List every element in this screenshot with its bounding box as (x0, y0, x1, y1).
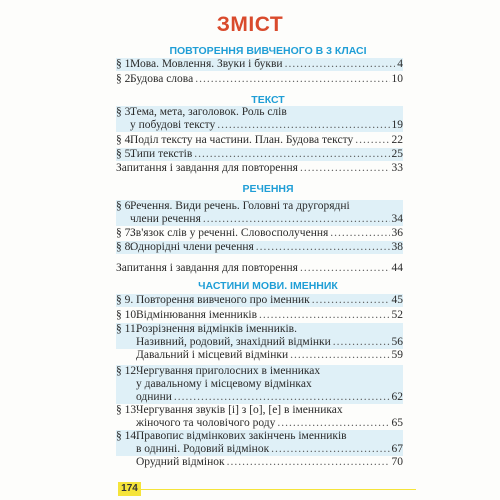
section-number: § 11. (116, 323, 139, 335)
section-heading: ЧАСТИНИ МОВИ. ІМЕННИК (198, 280, 338, 292)
toc-entry (116, 162, 403, 175)
page-ref: 38 (391, 241, 403, 253)
section-number: § 14. (116, 430, 139, 442)
section-number: § 4. (116, 134, 134, 146)
toc-entry (116, 148, 403, 161)
leader-dots (300, 162, 390, 175)
section-number: § 10. (116, 309, 139, 321)
section-number: § 9. (116, 294, 134, 306)
page-ref: 67 (391, 443, 403, 455)
entry-title: Тема, мета, заголовок. Роль слів (130, 106, 287, 118)
entry-title: Однорідні члени речення (130, 241, 254, 253)
section-number: § 12. (116, 365, 139, 377)
page-ref: 36 (391, 227, 403, 239)
entry-title: однини (136, 391, 172, 403)
leader-dots (259, 309, 389, 322)
leader-dots (312, 294, 390, 307)
entry-title: Давальний і місцевий відмінки (136, 349, 289, 361)
section-number: § 7. (116, 227, 134, 239)
bottom-rule (141, 489, 416, 490)
toc-entry (116, 323, 403, 349)
leader-dots (333, 336, 390, 349)
entry-title: Запитання і завдання для повторення (116, 162, 298, 174)
leader-dots (285, 58, 396, 71)
leader-dots (174, 391, 390, 404)
page-ref: 22 (391, 134, 403, 146)
leader-dots (277, 417, 389, 430)
entry-title: Орудний відмінок (136, 456, 225, 468)
page-ref: 56 (391, 336, 403, 348)
page-number: 174 (118, 482, 141, 496)
page-ref: 10 (391, 73, 403, 85)
entry-title: у побудові тексту (130, 119, 216, 131)
toc-entry (116, 365, 403, 404)
section-heading: ПОВТОРЕННЯ ВИВЧЕНОГО В 3 КЛАСІ (169, 45, 367, 57)
leader-dots (330, 227, 389, 240)
toc-entry (116, 456, 403, 469)
entry-title: Будова слова (130, 73, 194, 85)
page-ref: 19 (391, 119, 403, 131)
page-ref: 62 (391, 391, 403, 403)
entry-title: Типи текстів (130, 148, 193, 160)
entry-title: в однині. Родовий відмінок (136, 443, 270, 455)
section-number: § 3. (116, 106, 134, 118)
leader-dots (290, 349, 389, 362)
page-ref: 44 (391, 262, 403, 274)
section-heading: ТЕКСТ (251, 94, 285, 106)
toc-entry (116, 134, 403, 147)
leader-dots (300, 262, 390, 275)
leader-dots (227, 456, 390, 469)
leader-dots (217, 119, 389, 132)
toc-entry (116, 349, 403, 362)
toc-entry (116, 58, 403, 71)
leader-dots (203, 213, 390, 226)
toc-entry (116, 430, 403, 456)
leader-dots (256, 241, 390, 254)
entry-title: Чергування приголосних в іменниках (136, 365, 321, 377)
toc-entry (116, 73, 403, 86)
entry-title: Розрізнення відмінків іменників. (136, 323, 297, 335)
section-number: § 2. (116, 73, 134, 85)
toc-entry (116, 106, 403, 132)
leader-dots (355, 134, 389, 147)
entry-title: Речення. Види речень. Головні та другорядні (130, 200, 350, 212)
entry-title: Відмінювання іменників (136, 309, 258, 321)
toc-entry (116, 309, 403, 322)
page-title: ЗМІСТ (216, 13, 284, 36)
page-ref: 4 (397, 58, 403, 70)
entry-title: жіночого та чоловічого роду (136, 417, 276, 429)
entry-title: Правопис відмінкових закінчень іменників (136, 430, 347, 442)
page-ref: 33 (391, 162, 403, 174)
toc-entry (116, 294, 403, 307)
toc-entry (116, 404, 403, 430)
section-number: § 8. (116, 241, 134, 253)
page-ref: 34 (391, 213, 403, 225)
page-ref: 52 (391, 309, 403, 321)
leader-dots (194, 148, 389, 161)
entry-title: Повторення вивченого про іменник (136, 294, 310, 306)
section-heading: РЕЧЕННЯ (242, 183, 294, 195)
leader-dots (195, 73, 389, 86)
page-ref: 59 (391, 349, 403, 361)
toc-entry (116, 262, 403, 275)
toc-entry (116, 241, 403, 254)
section-number: § 13. (116, 404, 139, 416)
entry-title: Поділ тексту на частини. План. Будова тексту (130, 134, 354, 146)
page-ref: 70 (391, 456, 403, 468)
entry-title: Мова. Мовлення. Звуки і букви (130, 58, 283, 70)
entry-title: Називний, родовий, знахідний відмінки (136, 336, 331, 348)
entry-title: Чергування звуків [і] з [о], [е] в іменниках (136, 404, 343, 416)
section-number: § 5. (116, 148, 134, 160)
section-number: § 6. (116, 200, 134, 212)
page-ref: 65 (391, 417, 403, 429)
toc-entry (116, 200, 403, 226)
entry-title: у давальному і місцевому відмінках (136, 378, 312, 390)
toc-entry (116, 227, 403, 240)
page-ref: 45 (391, 294, 403, 306)
page-ref: 25 (391, 148, 403, 160)
entry-title: Запитання і завдання для повторення (116, 262, 298, 274)
section-number: § 1. (116, 58, 134, 70)
entry-title: члени речення (130, 213, 201, 225)
entry-title: Зв'язок слів у реченні. Словосполучення (130, 227, 329, 239)
leader-dots (271, 443, 389, 456)
